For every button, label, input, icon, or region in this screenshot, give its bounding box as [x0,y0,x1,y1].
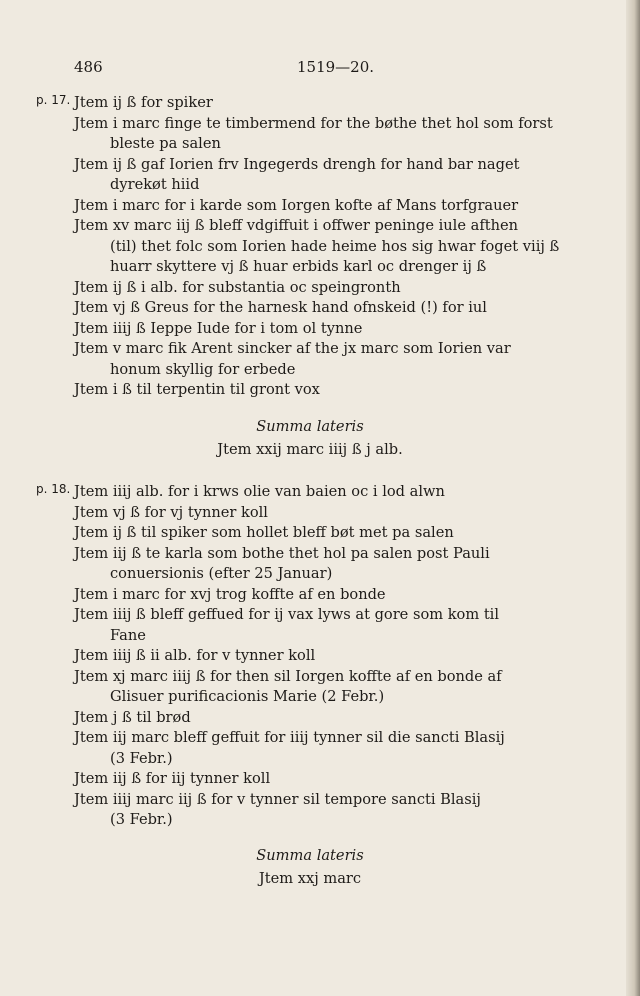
entry-line: Jtem v marc fik Arent sincker af the jx marc som Iorien var [74,340,511,357]
ledger-entry [74,298,587,319]
summa-label [0,845,620,866]
entry-continuation: dyrekøt hiid [110,176,200,193]
entry-line: Jtem iij marc bleff geffuit for iiij tynner sil die sancti Blasij [74,729,505,746]
entry-line: Jtem ij ß i alb. for substantia oc speingronth [74,278,401,296]
ledger-entry [74,196,587,217]
summa-label-text: Summa lateris [256,846,364,864]
entry-line: Jtem iiij ß bleff geffued for ij vax lyws at gore som kom til [74,606,500,623]
ledger-entry [74,708,587,729]
entry-line: Jtem iiij ß ii alb. for v tynner koll [74,647,316,664]
entry-continuation: Fane [110,626,146,644]
entry-continuation: honum skyllig for erbede [110,360,296,378]
ledger-entry [74,380,587,401]
ledger-entry [74,544,587,585]
entry-continuation: (3 Febr.) [110,811,173,828]
entry-continuation: (til) thet folc som Iorien hade heime hos sig hwar foget viij ß [110,237,560,255]
summa-amount: Jtem xxj marc [258,869,362,887]
ledger-entry [74,523,587,544]
ledger-entry [74,319,587,340]
ledger-entry [74,339,587,380]
entry-continuation: conuersionis (efter 25 Januar) [110,565,333,582]
entry-line: Jtem iij ß for iij tynner koll [74,770,271,787]
entries-list [0,482,620,831]
entry-line: Jtem vj ß for vj tynner koll [74,503,268,521]
entry-line: Jtem i marc for xvj trog koffte af en bonde [74,585,386,603]
entry-line: Jtem ij ß for spiker [74,94,213,111]
entry-continuation: (3 Febr.) [110,749,173,767]
entry-line: Jtem ij ß til spiker som hollet bleff bøt met pa salen [74,524,454,541]
ledger-entry [74,667,587,708]
header-years: 1519—20. [297,58,375,76]
entry-line: Jtem xj marc iiij ß for then sil Iorgen koffte af en bonde af [74,667,502,685]
page-ref-p17: p. 17. [36,93,71,107]
entry-line: Jtem i marc for i karde som Iorgen kofte af Mans torfgrauer [74,196,519,214]
entry-continuation: Glisuer purificacionis Marie (2 Febr.) [110,688,385,705]
ledger-entry [74,93,587,114]
ledger-entry [74,790,587,831]
entry-line: Jtem iiij ß Ieppe Iude for i tom ol tynne [74,319,363,337]
entry-continuation: bleste pa salen [110,135,221,152]
entry-line: Jtem i ß til terpentin til gront vox [74,381,320,398]
ledger-entry [74,114,587,155]
entry-line: Jtem i marc finge te timbermend for the bøthe thet hol som forst [74,114,553,132]
entry-line: Jtem ij ß gaf Iorien frv Ingegerds drengh for hand bar naget [74,155,520,173]
entry-line: Jtem vj ß Greus for the harnesk hand ofnskeid (!) for iul [74,299,487,316]
ledger-entry [74,646,587,667]
ledger-entry [74,155,587,196]
ledger-entry [74,216,587,278]
page-ref-p18: p. 18. [36,482,71,496]
entry-line: Jtem iij ß te karla som bothe thet hol pa salen post Pauli [74,544,490,562]
page-edge [626,0,640,996]
summa-label [0,416,620,437]
entry-line: Jtem iiij alb. for i krws olie van baien oc i lod alwn [74,483,445,500]
entry-line: Jtem iiij marc iij ß for v tynner sil tempore sancti Blasij [74,790,481,808]
summa-amount: Jtem xxij marc iiij ß j alb. [217,440,403,458]
ledger-entry [74,482,587,503]
entry-line: Jtem xv marc iij ß bleff vdgiffuit i offwer peninge iule afthen [74,217,519,234]
ledger-entry [74,605,587,646]
ledger-entry [74,278,587,299]
entry-continuation: huarr skyttere vj ß huar erbids karl oc drenger ij ß [110,258,487,275]
entry-line: Jtem j ß til brød [74,708,191,726]
section-p18 [0,482,620,889]
page-number: 486 [74,58,103,76]
ledger-entry [74,769,587,790]
entries-list [0,93,620,401]
section-p17 [0,93,620,460]
ledger-entry [74,585,587,606]
summa-label-text: Summa lateris [256,417,364,435]
ledger-entry [74,728,587,769]
ledger-entry [74,503,587,524]
